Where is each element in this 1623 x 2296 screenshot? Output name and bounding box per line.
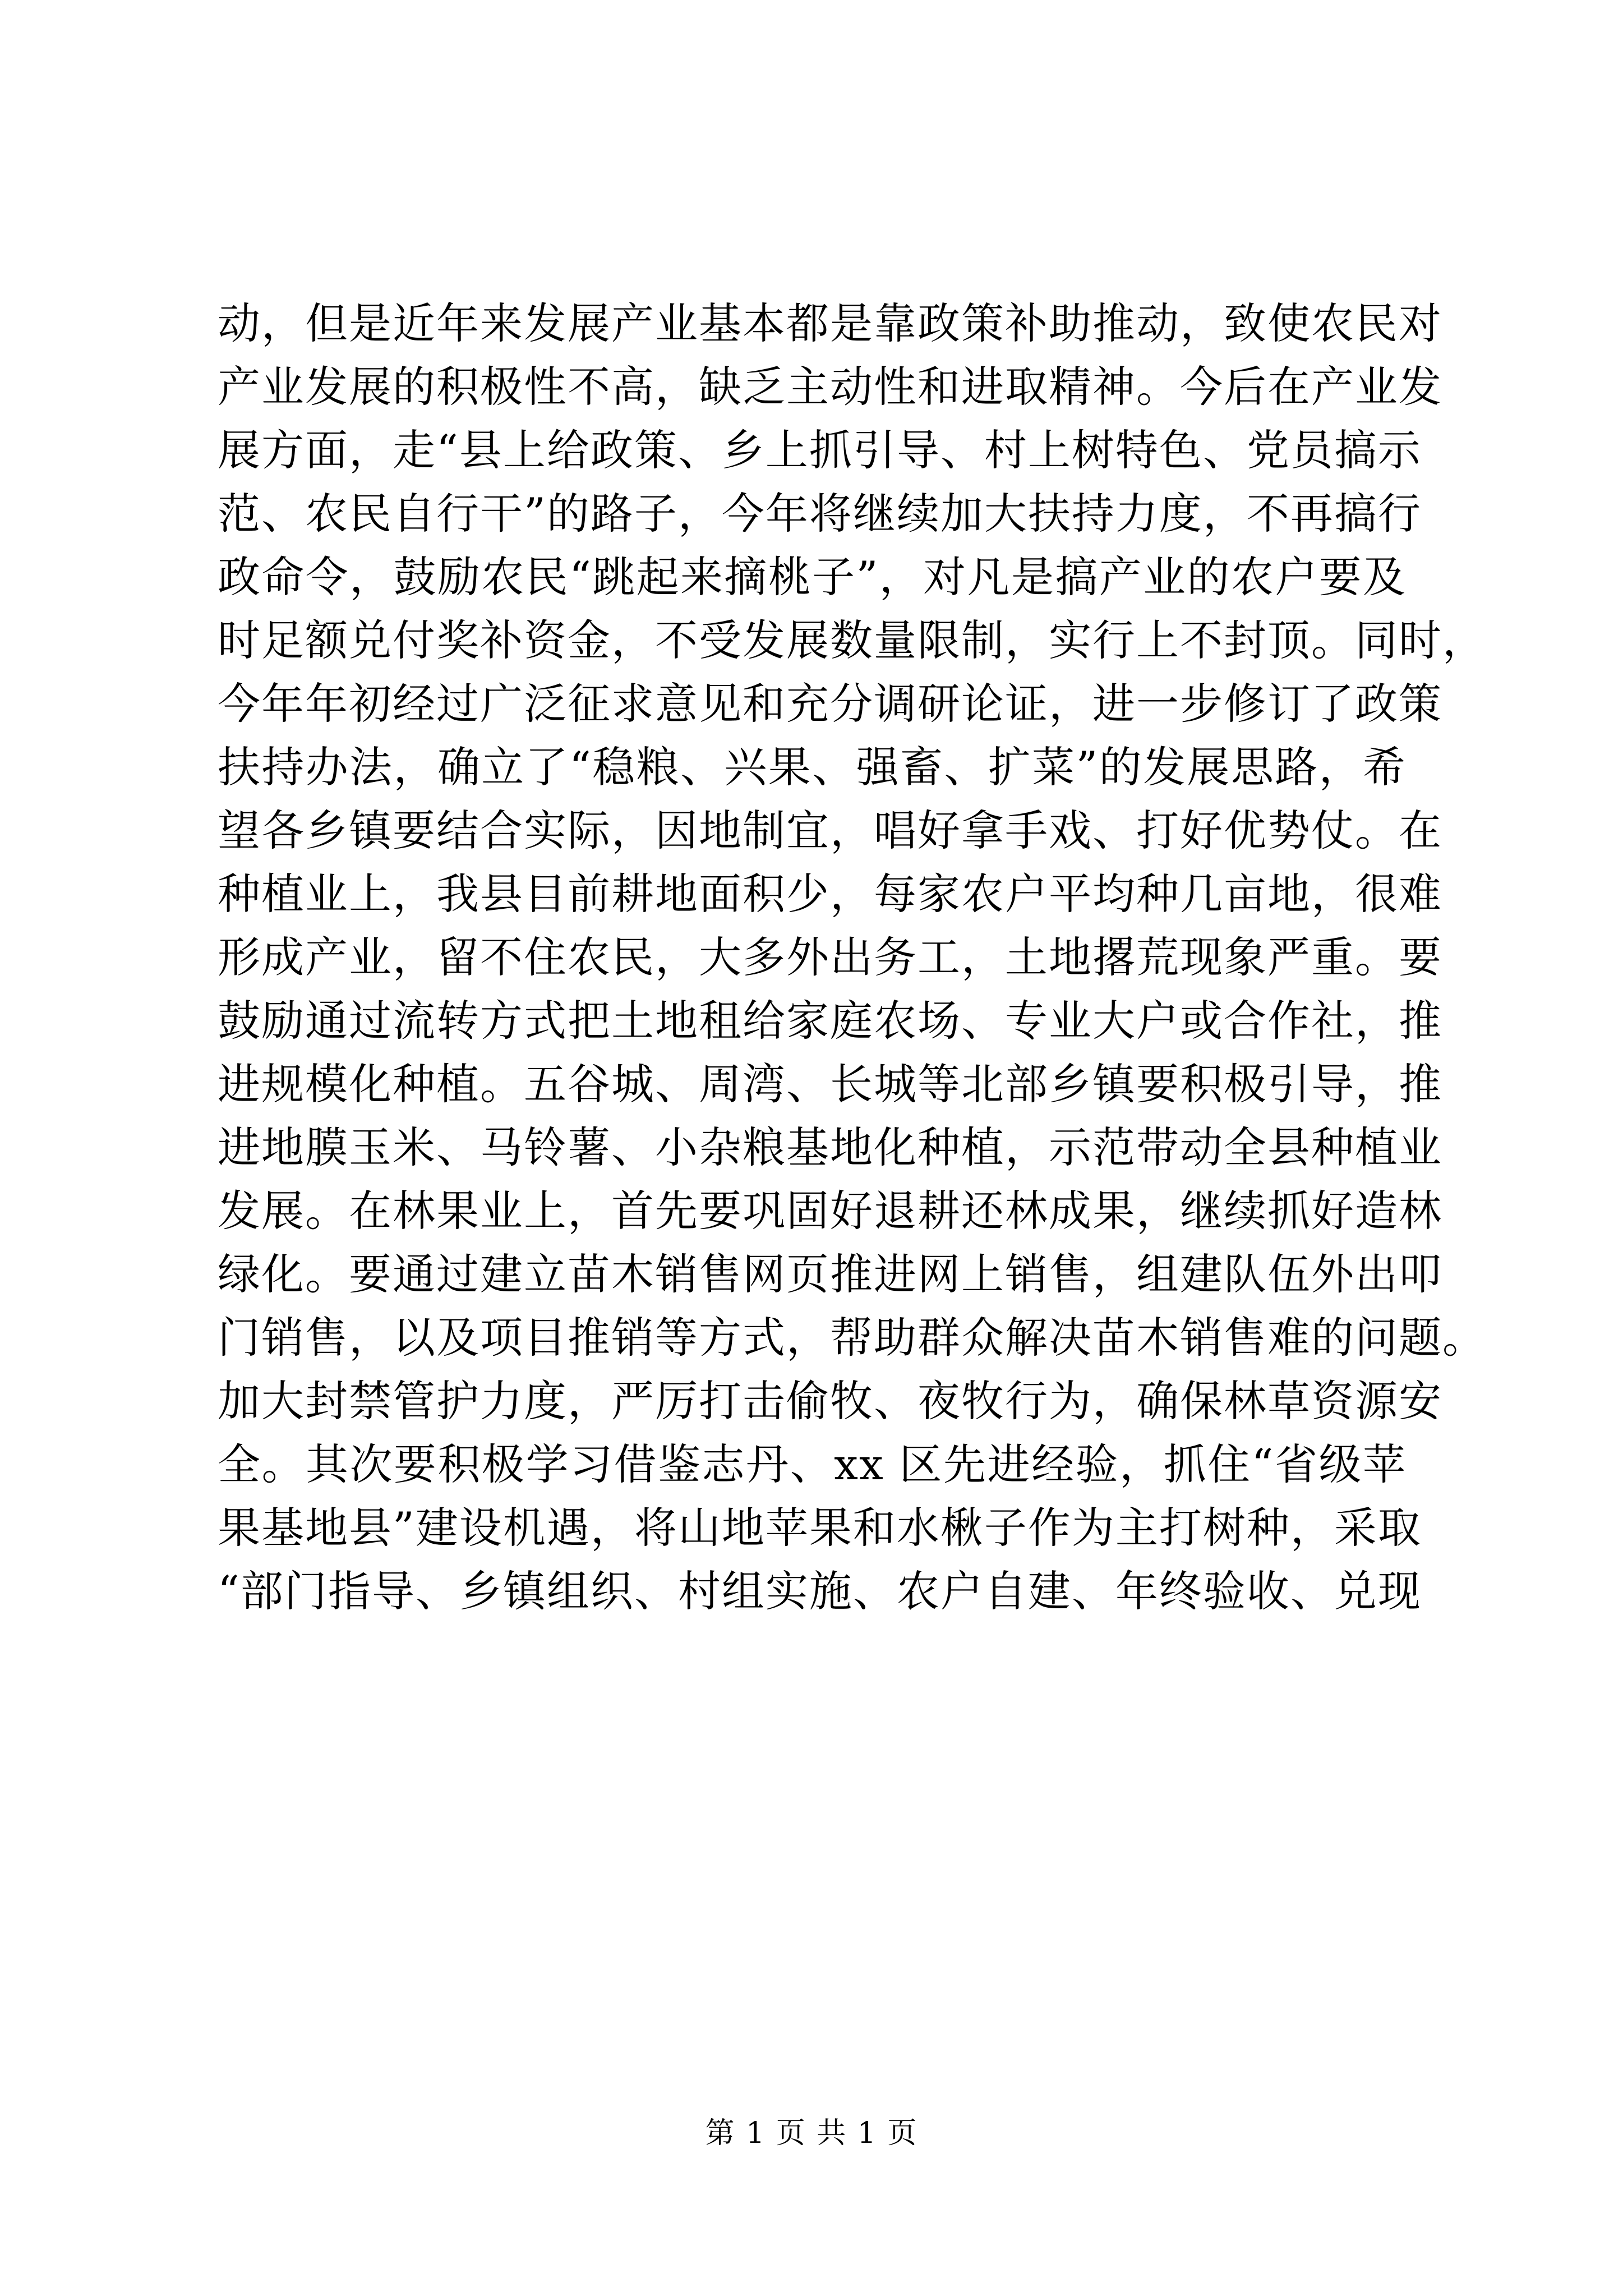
text-line: 进地膜玉米、马铃薯、小杂粮基地化种植，示范带动全县种植业 <box>218 1122 1442 1172</box>
text-line: 今年年初经过广泛征求意见和充分调研论证，进一步修订了政策 <box>218 679 1442 729</box>
text-line: 绿化。要通过建立苗木销售网页推进网上销售，组建队伍外出叩 <box>218 1249 1442 1299</box>
text-line: 果基地县”建设机遇，将山地苹果和水楸子作为主打树种，采取 <box>218 1503 1422 1553</box>
text-line: 政命令，鼓励农民“跳起来摘桃子”，对凡是搞产业的农户要及 <box>218 552 1407 602</box>
text-line: 展方面，走“县上给政策、乡上抓引导、村上树特色、党员搞示 <box>218 425 1422 475</box>
body-paragraph <box>218 292 1486 1623</box>
text-line: 形成产业，留不住农民，大多外出务工，土地撂荒现象严重。要 <box>218 932 1442 982</box>
text-line: 范、农民自行干”的路子，今年将继续加大扶持力度，不再搞行 <box>218 489 1422 539</box>
text-line: 门销售，以及项目推销等方式，帮助群众解决苗木销售难的问题。 <box>218 1313 1486 1363</box>
text-line: 产业发展的积极性不高，缺乏主动性和进取精神。今后在产业发 <box>218 362 1442 412</box>
page-footer: 第 1 页 共 1 页 <box>705 2116 918 2150</box>
text-line: 加大封禁管护力度，严厉打击偷牧、夜牧行为，确保林草资源安 <box>218 1376 1442 1426</box>
text-line: 全。其次要积极学习借鉴志丹、xx 区先进经验，抓住“省级苹 <box>218 1439 1407 1489</box>
text-line: 发展。在林果业上，首先要巩固好退耕还林成果，继续抓好造林 <box>218 1186 1442 1236</box>
text-line: 时足额兑付奖补资金，不受发展数量限制，实行上不封顶。同时， <box>218 615 1486 665</box>
text-line: 进规模化种植。五谷城、周湾、长城等北部乡镇要积极引导，推 <box>218 1059 1442 1109</box>
text-line: “部门指导、乡镇组织、村组实施、农户自建、年终验收、兑现 <box>218 1566 1422 1616</box>
text-line: 动，但是近年来发展产业基本都是靠政策补助推动，致使农民对 <box>218 298 1442 348</box>
text-line: 扶持办法，确立了“稳粮、兴果、强畜、扩菜”的发展思路，希 <box>218 742 1407 792</box>
text-line: 望各乡镇要结合实际，因地制宜，唱好拿手戏、打好优势仗。在 <box>218 806 1442 855</box>
text-line: 鼓励通过流转方式把土地租给家庭农场、专业大户或合作社，推 <box>218 996 1442 1046</box>
text-line: 种植业上，我县目前耕地面积少，每家农户平均种几亩地，很难 <box>218 869 1442 919</box>
